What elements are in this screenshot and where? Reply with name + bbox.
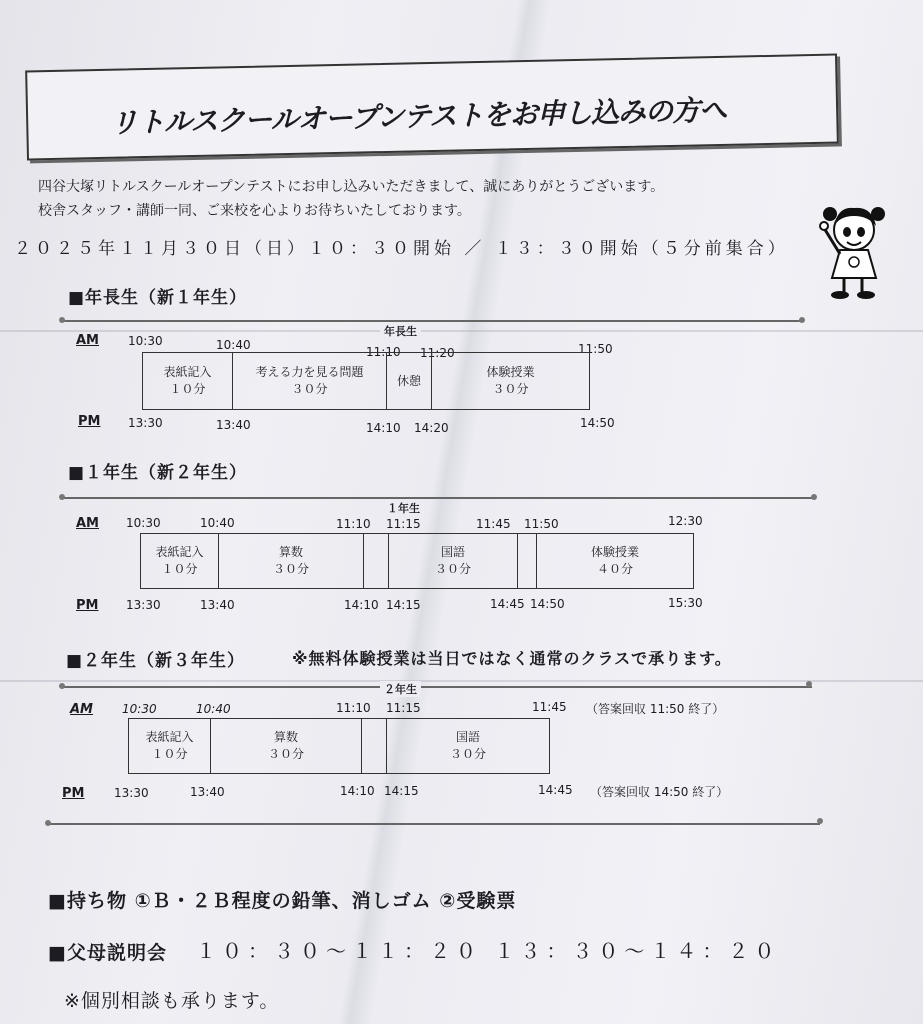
section-rule — [48, 823, 820, 825]
rule-dot — [806, 681, 812, 687]
pm-label: PM — [76, 598, 99, 613]
pm-label: PM — [62, 786, 85, 801]
rule-dot — [59, 317, 65, 323]
schedule-cell — [364, 534, 389, 588]
schedule-cell: 休憩 — [387, 353, 432, 409]
time-label: 13:40 — [216, 418, 251, 432]
rule-dot — [59, 683, 65, 689]
fold-line — [0, 680, 923, 682]
time-label: 10:30 — [122, 702, 157, 716]
schedule-cell: 国語 ３０分 — [449, 730, 486, 761]
rule-dot — [59, 494, 65, 500]
rule-dot — [817, 818, 823, 824]
time-label: 14:10 — [340, 784, 375, 798]
time-label: 14:45 — [538, 783, 573, 797]
am-label: AM — [70, 702, 93, 717]
briefing-times: １０：３０～１１：２０ １３：３０～１４：２０ — [196, 939, 781, 963]
time-label: 14:50 — [530, 597, 565, 611]
section-note: ※無料体験授業は当日ではなく通常のクラスで承ります。 — [292, 649, 732, 668]
schedule-cell: 算数 ３０分 — [219, 534, 364, 588]
time-label: 11:45 — [532, 700, 567, 714]
time-label: 11:10 — [336, 701, 371, 715]
time-label: 10:40 — [200, 516, 235, 530]
time-label: 14:10 — [344, 598, 379, 612]
schedule-table — [128, 718, 550, 774]
schedule-cell: 算数 ３０分 — [211, 719, 362, 773]
rule-label: 年長生 — [380, 323, 421, 339]
time-label: 15:30 — [668, 596, 703, 610]
time-label: 11:45 — [476, 517, 511, 531]
time-label: 13:30 — [128, 416, 163, 430]
time-label: 10:40 — [196, 702, 231, 716]
items-to-bring: ■持ち物 ①Ｂ・２Ｂ程度の鉛筆、消しゴム ②受験票 — [48, 890, 517, 912]
girl-mascot-icon — [818, 198, 888, 302]
end-note: （答案回収 14:50 終了） — [590, 785, 729, 799]
time-label: 11:10 — [366, 345, 401, 359]
schedule-cell — [518, 534, 537, 588]
section-heading: ■２年生（新３年生） — [66, 651, 246, 671]
fold-line — [0, 330, 923, 332]
time-label: 11:10 — [336, 517, 371, 531]
time-label: 13:30 — [126, 598, 161, 612]
pm-label: PM — [78, 414, 101, 429]
rule-dot — [45, 820, 51, 826]
am-label: AM — [76, 516, 99, 531]
schedule-table — [142, 352, 590, 410]
time-label: 14:10 — [366, 421, 401, 435]
schedule-cell: 考える力を見る問題 ３０分 — [233, 353, 387, 409]
schedule-cell: 体験授業 ４０分 — [590, 545, 639, 576]
intro-line-2: 校舎スタッフ・講師一同、ご来校を心よりお待ちいたしております。 — [38, 203, 471, 219]
time-label: 11:15 — [386, 517, 421, 531]
briefing-label: ■父母説明会 — [48, 942, 167, 964]
page-title: リトルスクールオープンテストをお申し込みの方へ — [109, 93, 727, 140]
schedule-cell: 表紙記入 １０分 — [143, 353, 233, 409]
rule-dot — [799, 317, 805, 323]
time-label: 13:40 — [200, 598, 235, 612]
section-rule — [62, 497, 814, 499]
time-label: 14:15 — [384, 784, 419, 798]
time-label: 11:50 — [578, 342, 613, 356]
schedule-cell: 体験授業 ３０分 — [486, 365, 535, 396]
rule-label: ２年生 — [380, 681, 421, 697]
time-label: 10:40 — [216, 338, 251, 352]
consultation-note: ※個別相談も承ります。 — [64, 990, 280, 1012]
time-label: 10:30 — [126, 516, 161, 530]
end-note: （答案回収 11:50 終了） — [586, 702, 725, 716]
schedule-cell: 国語 ３０分 — [389, 534, 518, 588]
time-label: 14:15 — [386, 598, 421, 612]
time-label: 13:40 — [190, 785, 225, 799]
am-label: AM — [76, 333, 99, 348]
time-label: 14:50 — [580, 416, 615, 430]
time-label: 11:50 — [524, 517, 559, 531]
schedule-table — [140, 533, 694, 589]
time-label: 14:20 — [414, 421, 449, 435]
section-heading: ■年長生（新１年生） — [68, 288, 248, 308]
time-label: 11:20 — [420, 346, 455, 360]
time-label: 13:30 — [114, 786, 149, 800]
time-label: 10:30 — [128, 334, 163, 348]
schedule-cell: 表紙記入 １０分 — [141, 534, 219, 588]
section-rule — [62, 686, 812, 688]
time-label: 12:30 — [668, 514, 703, 528]
date-line: ２０２５年１１月３０日（日）１０：３０開始 ／ １３：３０開始（５分前集合） — [14, 239, 789, 259]
schedule-cell: 表紙記入 １０分 — [129, 719, 211, 773]
time-label: 14:45 — [490, 597, 525, 611]
rule-dot — [811, 494, 817, 500]
section-rule — [62, 320, 802, 322]
section-heading: ■１年生（新２年生） — [68, 463, 248, 483]
intro-line-1: 四谷大塚リトルスクールオープンテストにお申し込みいただきまして、誠にありがとうございます。 — [38, 179, 665, 195]
rule-label: １年生 — [383, 500, 424, 516]
time-label: 11:15 — [386, 701, 421, 715]
schedule-cell — [362, 719, 387, 773]
